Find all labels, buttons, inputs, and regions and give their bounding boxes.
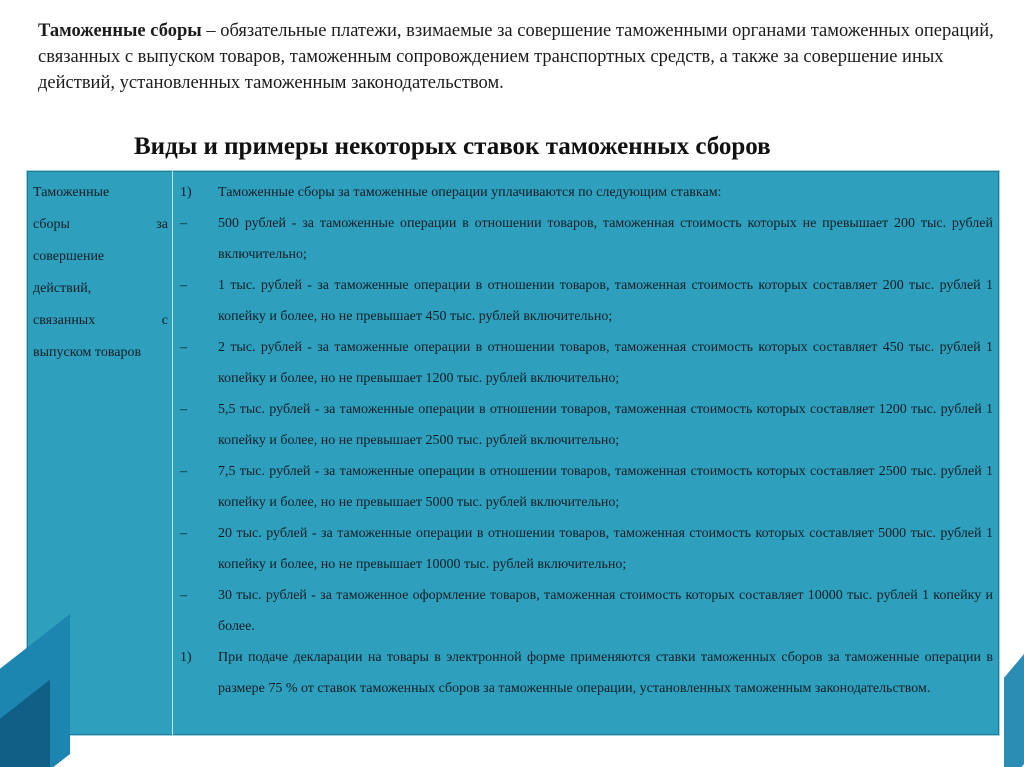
rate-row-text: 30 тыс. рублей - за таможенное оформление товаров, таможенная стоимость которых составляет 10000 тыс. рублей 1 копейку и более. — [218, 588, 993, 634]
left-cell-word: сборы — [33, 217, 70, 232]
rate-row-marker: – — [180, 588, 187, 603]
left-cell-line — [33, 177, 172, 209]
rate-row — [180, 642, 995, 704]
rate-row-text: 2 тыс. рублей - за таможенные операции в отношении товаров, таможенная стоимость которых составляет 450 тыс. рублей 1 копейку и более, но не превышает 1200 тыс. рублей включительно; — [218, 340, 993, 386]
rate-row-text: 7,5 тыс. рублей - за таможенные операции в отношении товаров, таможенная стоимость которых составляет 2500 тыс. рублей 1 копейку и более, но не превышает 5000 тыс. рублей включительно; — [218, 464, 993, 510]
rate-row — [180, 332, 995, 394]
left-cell-word: действий, — [33, 281, 92, 296]
rate-row — [180, 394, 995, 456]
intro-paragraph — [38, 18, 998, 96]
left-cell-line — [33, 241, 172, 273]
rate-row — [180, 518, 995, 580]
intro-term: Таможенные сборы — [38, 21, 202, 41]
rate-row — [180, 177, 995, 208]
rate-row-marker: – — [180, 526, 187, 541]
rate-row — [180, 270, 995, 332]
intro-text: – обязательные платежи, взимаемые за совершение таможенными органами таможенных операций, связанных с выпуском товаров, таможенным сопровождением транспортных средств, а также за совершение иных действий, установленных таможенным законодательством. — [38, 21, 994, 93]
rate-row-marker: 1) — [180, 650, 192, 665]
rate-row-marker: – — [180, 402, 187, 417]
rate-row-text: 1 тыс. рублей - за таможенные операции в отношении товаров, таможенная стоимость которых составляет 200 тыс. рублей 1 копейку и более, но не превышает 450 тыс. рублей включительно; — [218, 278, 993, 324]
rate-row — [180, 456, 995, 518]
rate-row-marker: 1) — [180, 185, 192, 200]
rate-row-text: При подаче декларации на товары в электронной форме применяются ставки таможенных сборов за таможенные операции в размере 75 % от ставок таможенных сборов за таможенные операции, установленных таможенным законодательством. — [218, 650, 993, 696]
left-cell-line — [33, 273, 172, 305]
left-cell-word-end: с — [161, 313, 168, 328]
right-edge-decoration — [1004, 642, 1024, 767]
left-cell-word: Таможенные — [33, 185, 110, 200]
rate-row-marker: – — [180, 464, 187, 479]
rate-row-marker: – — [180, 278, 187, 293]
left-cell-line — [33, 305, 172, 337]
rate-row-marker: – — [180, 216, 187, 231]
left-cell-word: выпуском товаров — [33, 345, 142, 360]
rate-row-text: 5,5 тыс. рублей - за таможенные операции в отношении товаров, таможенная стоимость которых составляет 1200 тыс. рублей 1 копейку и более, но не превышает 2500 тыс. рублей включительно; — [218, 402, 993, 448]
rate-row — [180, 208, 995, 270]
rates-table — [26, 170, 1000, 736]
rate-row-text: 20 тыс. рублей - за таможенные операции в отношении товаров, таможенная стоимость которых составляет 5000 тыс. рублей 1 копейку и более, но не превышает 10000 тыс. рублей включительно; — [218, 526, 993, 572]
rate-row-text: Таможенные сборы за таможенные операции уплачиваются по следующим ставкам: — [218, 185, 722, 200]
left-cell-word: связанных — [33, 313, 96, 328]
table-right-cell — [174, 171, 999, 735]
left-cell-word-end: за — [156, 217, 168, 232]
slide-heading: Виды и примеры некоторых ставок таможенных сборов — [134, 133, 771, 160]
rate-row — [180, 580, 995, 642]
rate-row-marker: – — [180, 340, 187, 355]
rate-row-text: 500 рублей - за таможенные операции в отношении товаров, таможенная стоимость которых не превышает 200 тыс. рублей включительно; — [218, 216, 993, 262]
left-cell-line — [33, 337, 172, 369]
left-cell-word: совершение — [33, 249, 105, 264]
left-cell-line — [33, 209, 172, 241]
